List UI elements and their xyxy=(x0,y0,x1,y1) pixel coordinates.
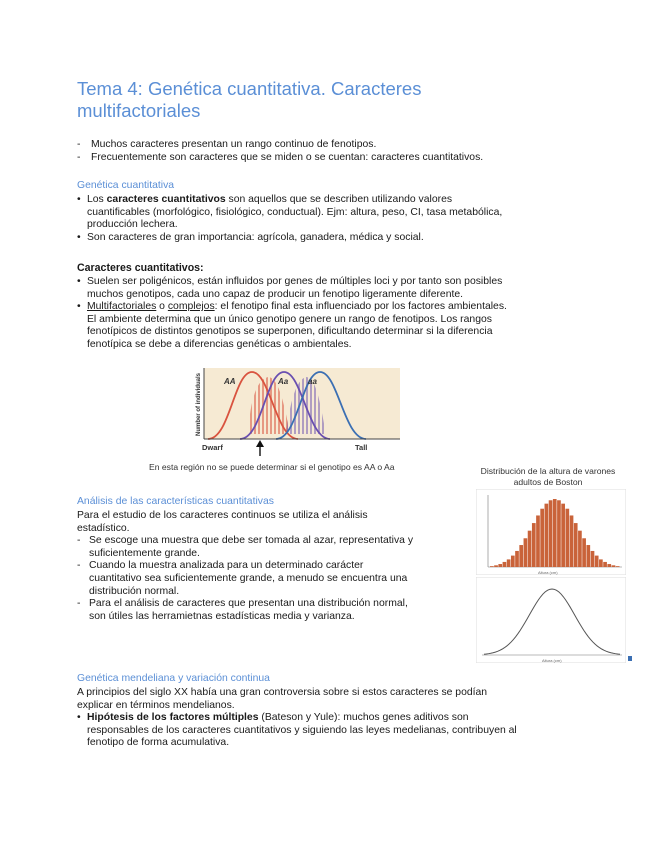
section-analisis: Para el estudio de los caracteres continuos se utiliza el análisis estadístico. - Se escoge una muestra que debe ser tomada al azar, representativa y suficientemente grande. - Cuando la muestra analizada para un determinado carácter cuantitativo sea suficientemente grande, a menudo se encuentra una distribución normal. - Para el análisis de caracteres que presentan una distribución normal, son útiles las herramietnas estadísticas media y varianza. xyxy=(77,510,462,623)
x-label-dwarf: Dwarf xyxy=(202,443,223,452)
section-caracteres-cuantitativos xyxy=(77,276,607,352)
genotype-distribution-figure xyxy=(178,362,408,458)
histogram-bar xyxy=(536,515,540,567)
histogram-bar xyxy=(490,566,494,567)
list-item: • Hipótesis de los factores múltiples (Bateson y Yule): muchos genes aditivos son responsables de los caracteres cuantitativos y siguiendo las leyes medelianas, contribuyen al fenotipo de forma acumulativa. xyxy=(77,712,517,749)
histogram-bar xyxy=(570,515,574,567)
normal-curve-plot xyxy=(476,577,626,663)
section-genetica-cuantitativa xyxy=(77,194,597,244)
list-item: - Cuando la muestra analizada para un determinado carácter cuantitativo sea suficientemente grande, a menudo se encuentra una distribución normal. xyxy=(77,560,408,597)
histogram-bar xyxy=(519,545,523,567)
histogram-bar xyxy=(524,538,528,567)
histogram-bar xyxy=(586,545,590,567)
list-item: • Son caracteres de gran importancia: agrícola, ganadera, médica y social. xyxy=(77,231,424,243)
section-heading-analisis: Análisis de las características cuantitativas xyxy=(77,496,274,507)
intro-list xyxy=(77,139,597,164)
y-axis-label: Number of individuals xyxy=(196,372,202,436)
histogram-bar xyxy=(507,559,511,567)
histogram-bar xyxy=(528,531,532,567)
histogram-bar xyxy=(532,523,536,567)
label-AA: AA xyxy=(224,377,236,386)
histogram-bar xyxy=(561,504,565,567)
histogram-bar xyxy=(549,500,553,567)
section-heading-mendeliana: Genética mendeliana y variación continua xyxy=(77,673,270,684)
histogram-bar xyxy=(582,538,586,567)
histogram-bar xyxy=(515,551,519,567)
histogram-bar xyxy=(565,509,569,567)
histogram-bar xyxy=(607,564,611,567)
histogram-bar xyxy=(612,565,616,567)
section-heading-caracteres-cuantitativos: Caracteres cuantitativos: xyxy=(77,262,204,274)
list-item: - Para el análisis de caracteres que presentan una distribución normal, son útiles las herramietnas estadísticas media y varianza. xyxy=(77,598,408,622)
histogram-bar xyxy=(545,504,549,567)
height-histogram xyxy=(476,489,626,575)
edge-marker xyxy=(628,656,632,661)
histogram-bar xyxy=(595,556,599,567)
list-item: - Se escoge una muestra que debe ser tomada al azar, representativa y suficientemente grande. xyxy=(77,535,414,559)
section-mendeliana: A principios del siglo XX había una gran controversia sobre si estos caracteres se podían explicar en términos mendelianos. • Hipótesis de los factores múltiples (Bateson y Yule): muchos genes aditivos son responsables de los caracteres cuantitativos y siguiendo las leyes medelianas, contribuyen al fenotipo de forma acumulativa. xyxy=(77,687,607,750)
histogram-bar xyxy=(553,499,557,567)
histogram-bar xyxy=(557,500,561,567)
x-label-tall: Tall xyxy=(355,443,368,452)
list-item: • Multifactoriales o complejos: el fenotipo final esta influenciado por los factores ambientales. El ambiente determina que un único genotipo genere un rango de fenotipos. Los rangos fenotípicos de distintos genotipos se superponen, dificultando determinar si la diferencia fenotípica se debe a diferencias genéticas o ambientales. xyxy=(77,301,507,350)
page-title: Tema 4: Genética cuantitativa. Caracteres multifactoriales xyxy=(77,78,422,121)
histogram-bar xyxy=(511,556,515,567)
histogram-x-label: Altura (cm) xyxy=(538,570,558,575)
list-item: • Los caracteres cuantitativos son aquellos que se describen utilizando valores cuantificables (morfológico, fisiológico, conductual). Ejm: altura, peso, CI, tasa metabólica, producción lechera. xyxy=(77,194,503,231)
histogram-bar xyxy=(494,565,498,567)
figure-caption: En esta región no se puede determinar si el genotipo es AA o Aa xyxy=(149,462,395,472)
list-item: • Suelen ser poligénicos, están influidos por genes de múltiples loci y por tanto son posibles muchos genotipos, cada uno capaz de producir un fenotipo ligeramente diferente. xyxy=(77,276,503,300)
histogram-bar xyxy=(540,509,544,567)
list-item: - Muchos caracteres presentan un rango continuo de fenotipos. xyxy=(77,139,377,150)
histogram-bar xyxy=(616,566,620,567)
histogram-bar xyxy=(591,551,595,567)
histogram-bar xyxy=(599,559,603,567)
histogram-bar xyxy=(574,523,578,567)
list-item: - Frecuentemente son caracteres que se miden o se cuentan: caracteres cuantitativos. xyxy=(77,151,484,163)
label-Aa: Aa xyxy=(278,377,289,386)
curve-x-label: Altura (cm) xyxy=(542,658,562,663)
histogram-bar xyxy=(498,564,502,567)
histogram-bar xyxy=(503,562,507,567)
label-aa: aa xyxy=(308,377,317,386)
histogram-bar xyxy=(578,531,582,567)
arrow-head-icon xyxy=(256,440,264,447)
histogram-bar xyxy=(603,562,607,567)
section-heading-genetica-cuantitativa: Genética cuantitativa xyxy=(77,180,175,191)
histogram-title: Distribución de la altura de varones adultos de Boston xyxy=(480,466,616,487)
